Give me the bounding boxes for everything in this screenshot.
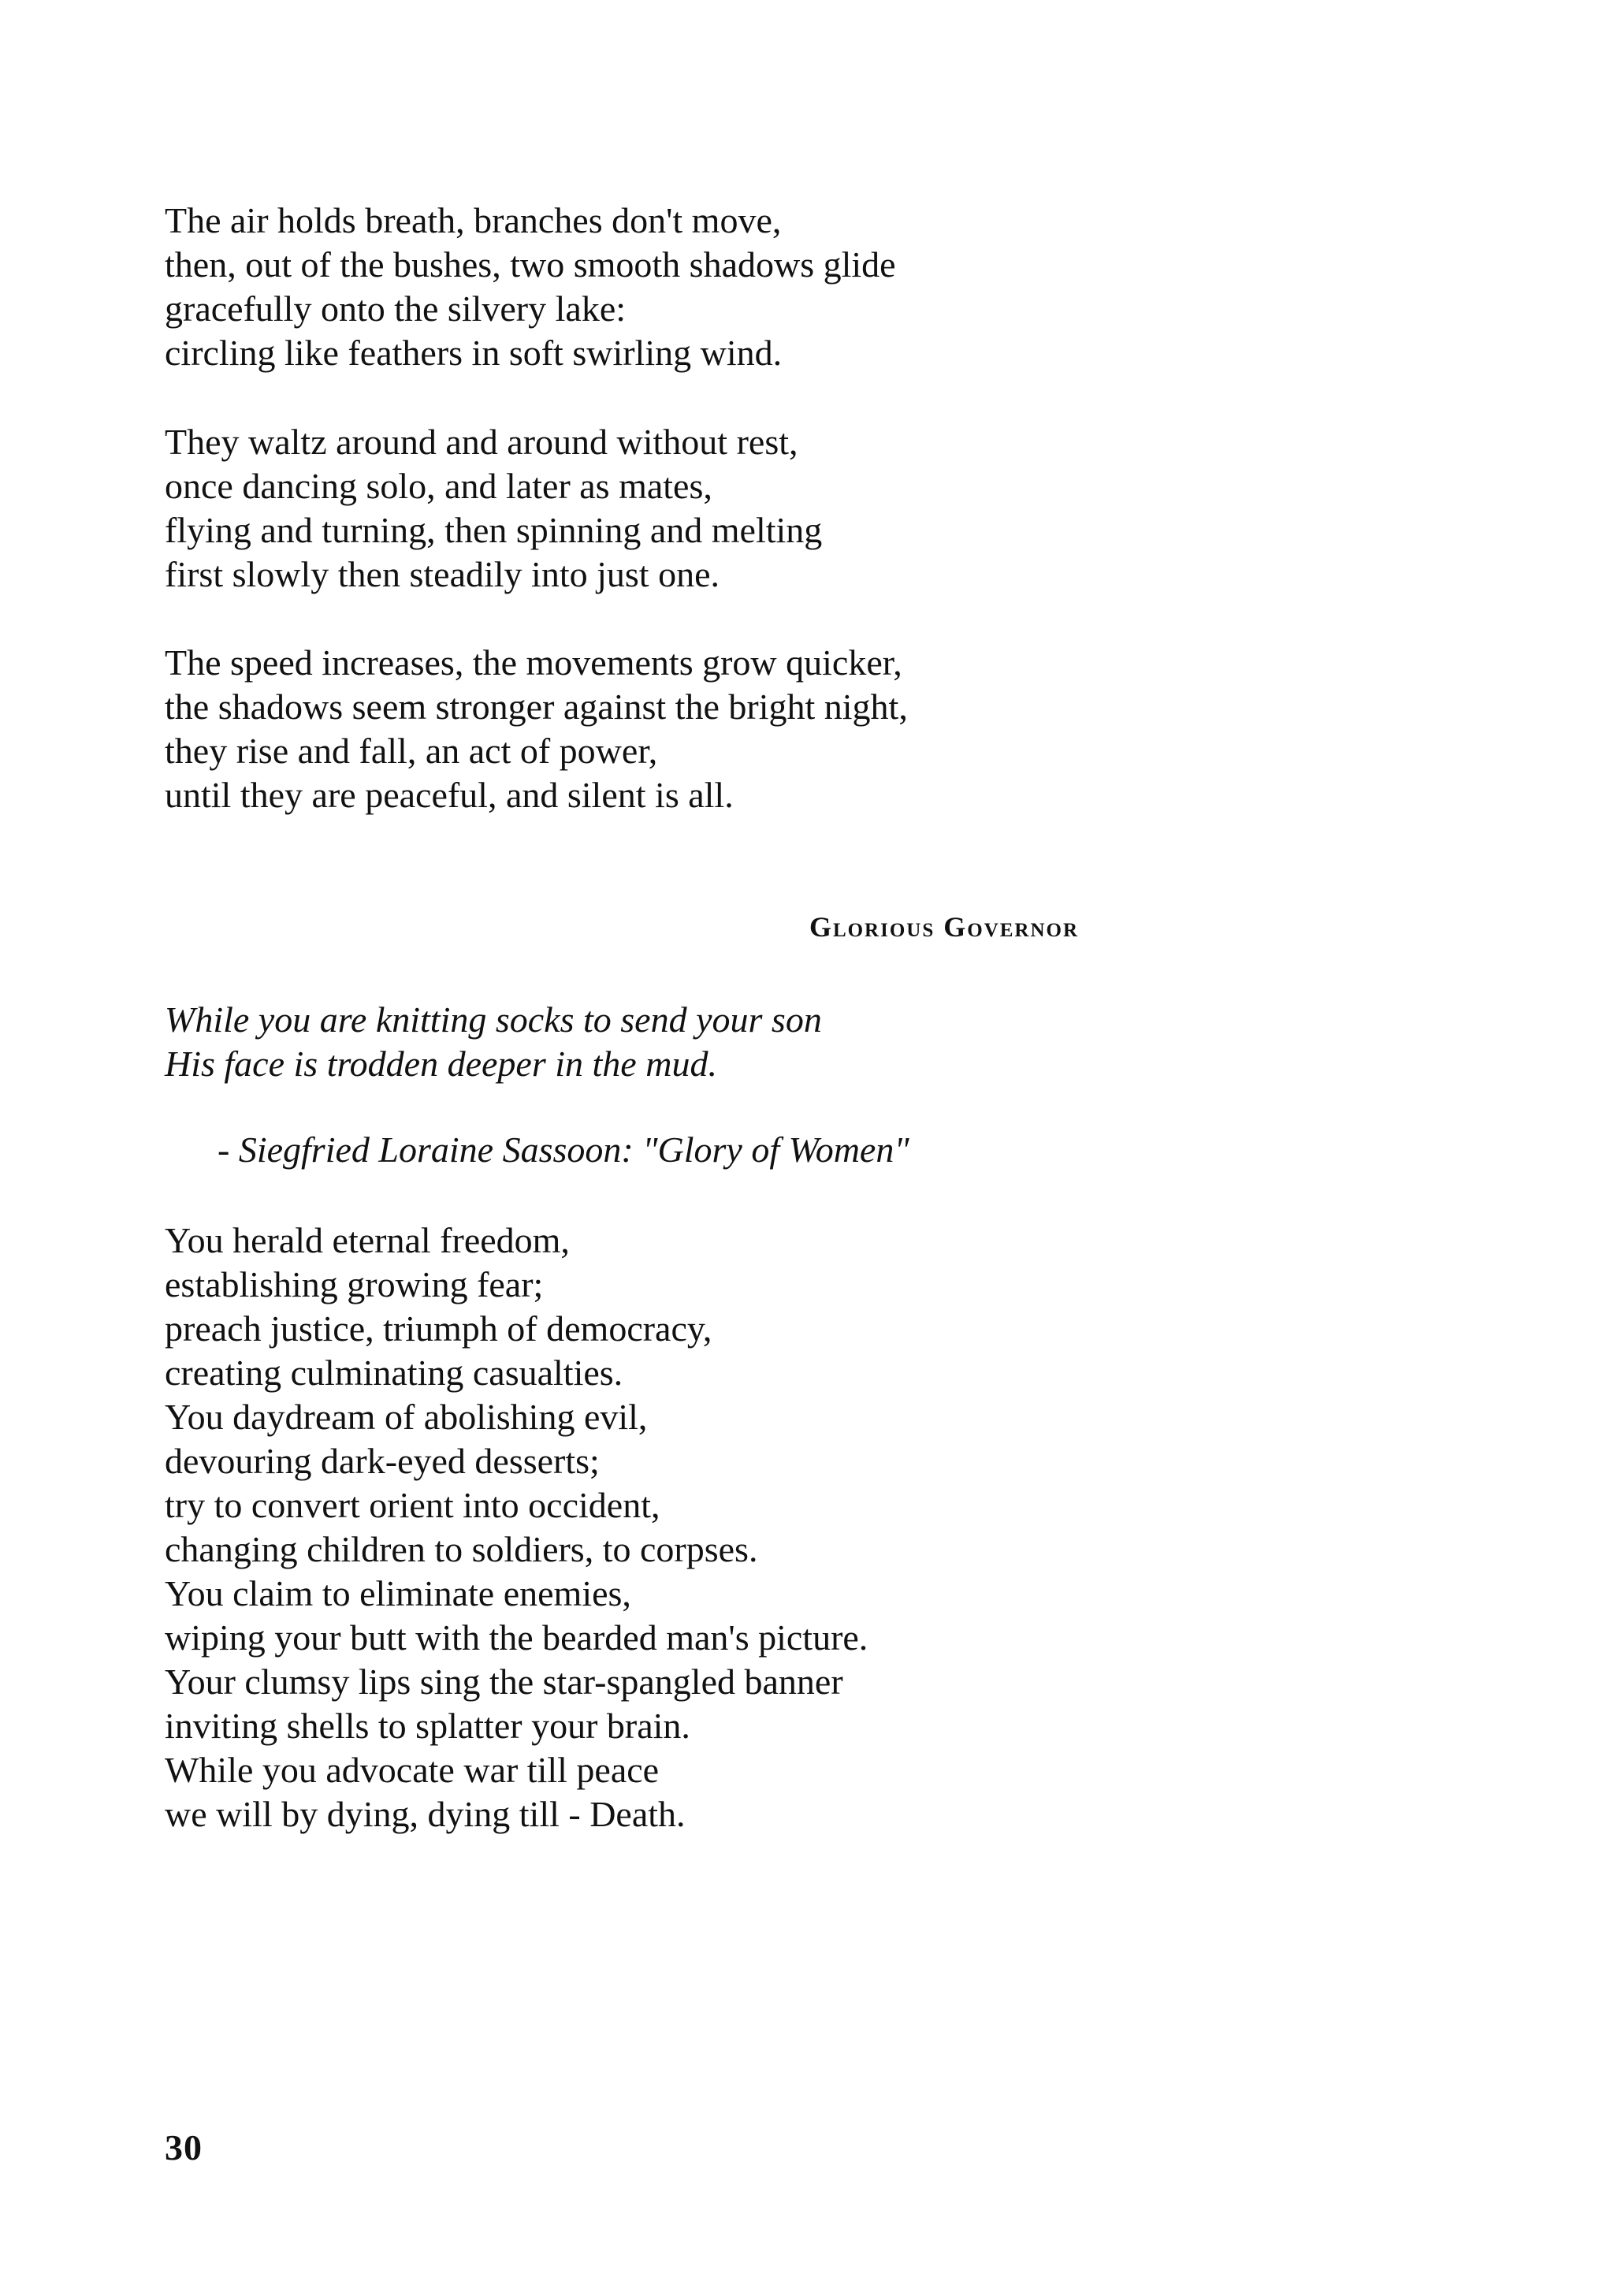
poem-line: first slowly then steadily into just one.	[165, 554, 720, 594]
epigraph	[165, 998, 1347, 1086]
poem-line: we will by dying, dying till - Death.	[165, 1794, 686, 1834]
poem-line: creating culminating casualties.	[165, 1353, 623, 1393]
poem-line: flying and turning, then spinning and melting	[165, 510, 823, 550]
poem-line: You herald eternal freedom,	[165, 1220, 570, 1260]
page-number: 30	[165, 2127, 203, 2168]
poem-line: inviting shells to splatter your brain.	[165, 1706, 690, 1746]
poem-line: try to convert orient into occident,	[165, 1485, 660, 1525]
poem-line: They waltz around and around without rest,	[165, 422, 798, 462]
poem-line: wiping your butt with the bearded man's picture.	[165, 1617, 868, 1658]
poem-line: You daydream of abolishing evil,	[165, 1397, 648, 1437]
poem-stanza-1	[165, 199, 1347, 375]
poem-line: devouring dark-eyed desserts;	[165, 1441, 600, 1481]
poem-line: they rise and fall, an act of power,	[165, 731, 658, 771]
epigraph-line: While you are knitting socks to send your son	[165, 999, 822, 1040]
epigraph-attribution: - Siegfried Loraine Sassoon: "Glory of Women"	[218, 1129, 909, 1170]
poem-line: until they are peaceful, and silent is all.	[165, 775, 734, 815]
poem-line: preach justice, triumph of democracy,	[165, 1308, 712, 1349]
poem-line: circling like feathers in soft swirling wind.	[165, 333, 783, 373]
poem-line: the shadows seem stronger against the bright night,	[165, 687, 908, 727]
poem-title: Glorious Governor	[809, 911, 1080, 943]
epigraph-line: His face is trodden deeper in the mud.	[165, 1044, 717, 1084]
poem-body	[165, 1219, 1347, 1836]
poem-line: then, out of the bushes, two smooth shadows glide	[165, 244, 896, 285]
poem-line: The air holds breath, branches don't move,	[165, 200, 782, 240]
poem-line: establishing growing fear;	[165, 1264, 544, 1304]
poem-line: While you advocate war till peace	[165, 1750, 660, 1790]
poem-line: The speed increases, the movements grow quicker,	[165, 642, 902, 683]
poem-line: Your clumsy lips sing the star-spangled banner	[165, 1662, 843, 1702]
poem-stanza-2	[165, 420, 1347, 597]
poem-line: once dancing solo, and later as mates,	[165, 466, 712, 506]
poem-line: You claim to eliminate enemies,	[165, 1573, 631, 1613]
poem-line: gracefully onto the silvery lake:	[165, 288, 627, 329]
poem-stanza-3	[165, 641, 1347, 817]
poem-line: changing children to soldiers, to corpses.	[165, 1529, 758, 1569]
